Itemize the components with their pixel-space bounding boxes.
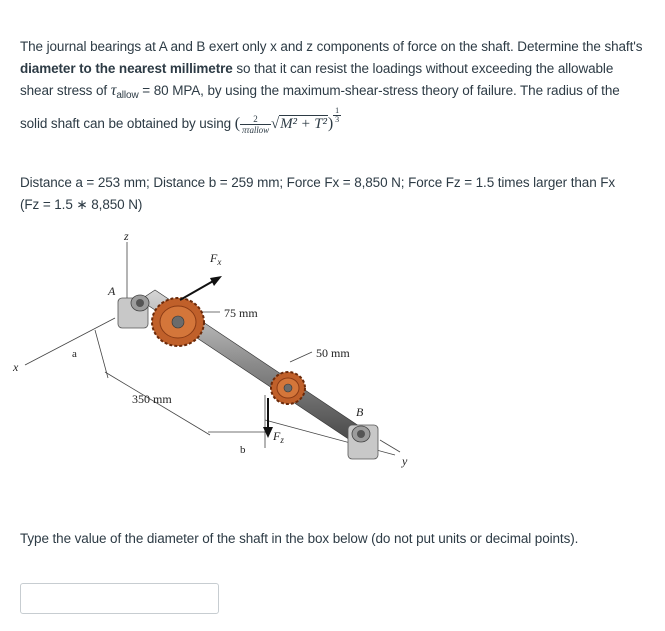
gear-d: [271, 372, 305, 404]
y-axis-line: [380, 440, 400, 452]
dim-label-75: 75 mm: [224, 306, 258, 320]
answer-input[interactable]: [20, 583, 219, 614]
dim-label-50: 50 mm: [316, 346, 350, 360]
formula-exponent-num: 1: [335, 106, 340, 115]
bearing-b: [348, 425, 378, 459]
formula-exponent: [333, 107, 341, 124]
formula-open-paren: (: [234, 115, 240, 132]
stress-value: = 80 MPA, by using the maximum-shear-stress theory of failure. The radius of the solid shaft can be obtained by using: [20, 83, 620, 131]
tau-symbol: τ: [110, 82, 117, 99]
label-a-bearing: A: [108, 284, 116, 298]
label-fz: $F_z$: [273, 429, 284, 445]
question-middle: so that it can resist the loadings without exceeding the allowable shear stress of: [20, 61, 614, 98]
dim-label-350: 350 mm: [132, 392, 172, 406]
label-z: z: [124, 229, 129, 243]
force-fx-arrow: [180, 276, 222, 300]
dim-label-a: a: [72, 348, 77, 360]
formula-numerator: 2: [240, 114, 271, 125]
formula-close-paren: ): [327, 115, 334, 132]
answer-prompt: Type the value of the diameter of the shaft in the box below (do not put units or decimal points).: [20, 531, 579, 546]
dim-line-a: [95, 330, 108, 378]
bearing-a: [118, 295, 149, 328]
tau-subscript: allow: [116, 90, 139, 101]
formula-radicand: M² + T²: [280, 116, 327, 132]
formula-exponent-den: 3: [335, 115, 340, 124]
label-y: y: [402, 454, 408, 468]
formula-denominator: πτallow: [241, 124, 269, 135]
formula-sqrt-sign: √: [271, 116, 280, 132]
given-line-1: Distance a = 253 mm; Distance b = 259 mm; Force Fx = 8,850 N; Force Fz = 1.5 times larger than Fx: [20, 175, 616, 190]
x-axis-line: [25, 318, 115, 365]
formula: [234, 106, 341, 135]
question-bold-phrase: diameter to the nearest millimetre: [20, 61, 233, 76]
question-text: [20, 36, 650, 135]
label-b-bearing: B: [356, 405, 364, 419]
formula-fraction: [240, 114, 271, 135]
label-fx: $F_x$: [210, 251, 222, 267]
given-line-2: (Fz = 1.5 ∗ 8,850 N): [20, 197, 143, 212]
shaft-figure: [0, 222, 665, 484]
gear-c: [152, 298, 204, 346]
label-x: x: [13, 360, 19, 374]
leader-50: [290, 352, 312, 362]
dim-label-b: b: [240, 444, 246, 456]
given-values: [20, 172, 650, 216]
question-intro: The journal bearings at A and B exert only x and z components of force on the shaft. Determine the shaft's: [20, 39, 643, 54]
